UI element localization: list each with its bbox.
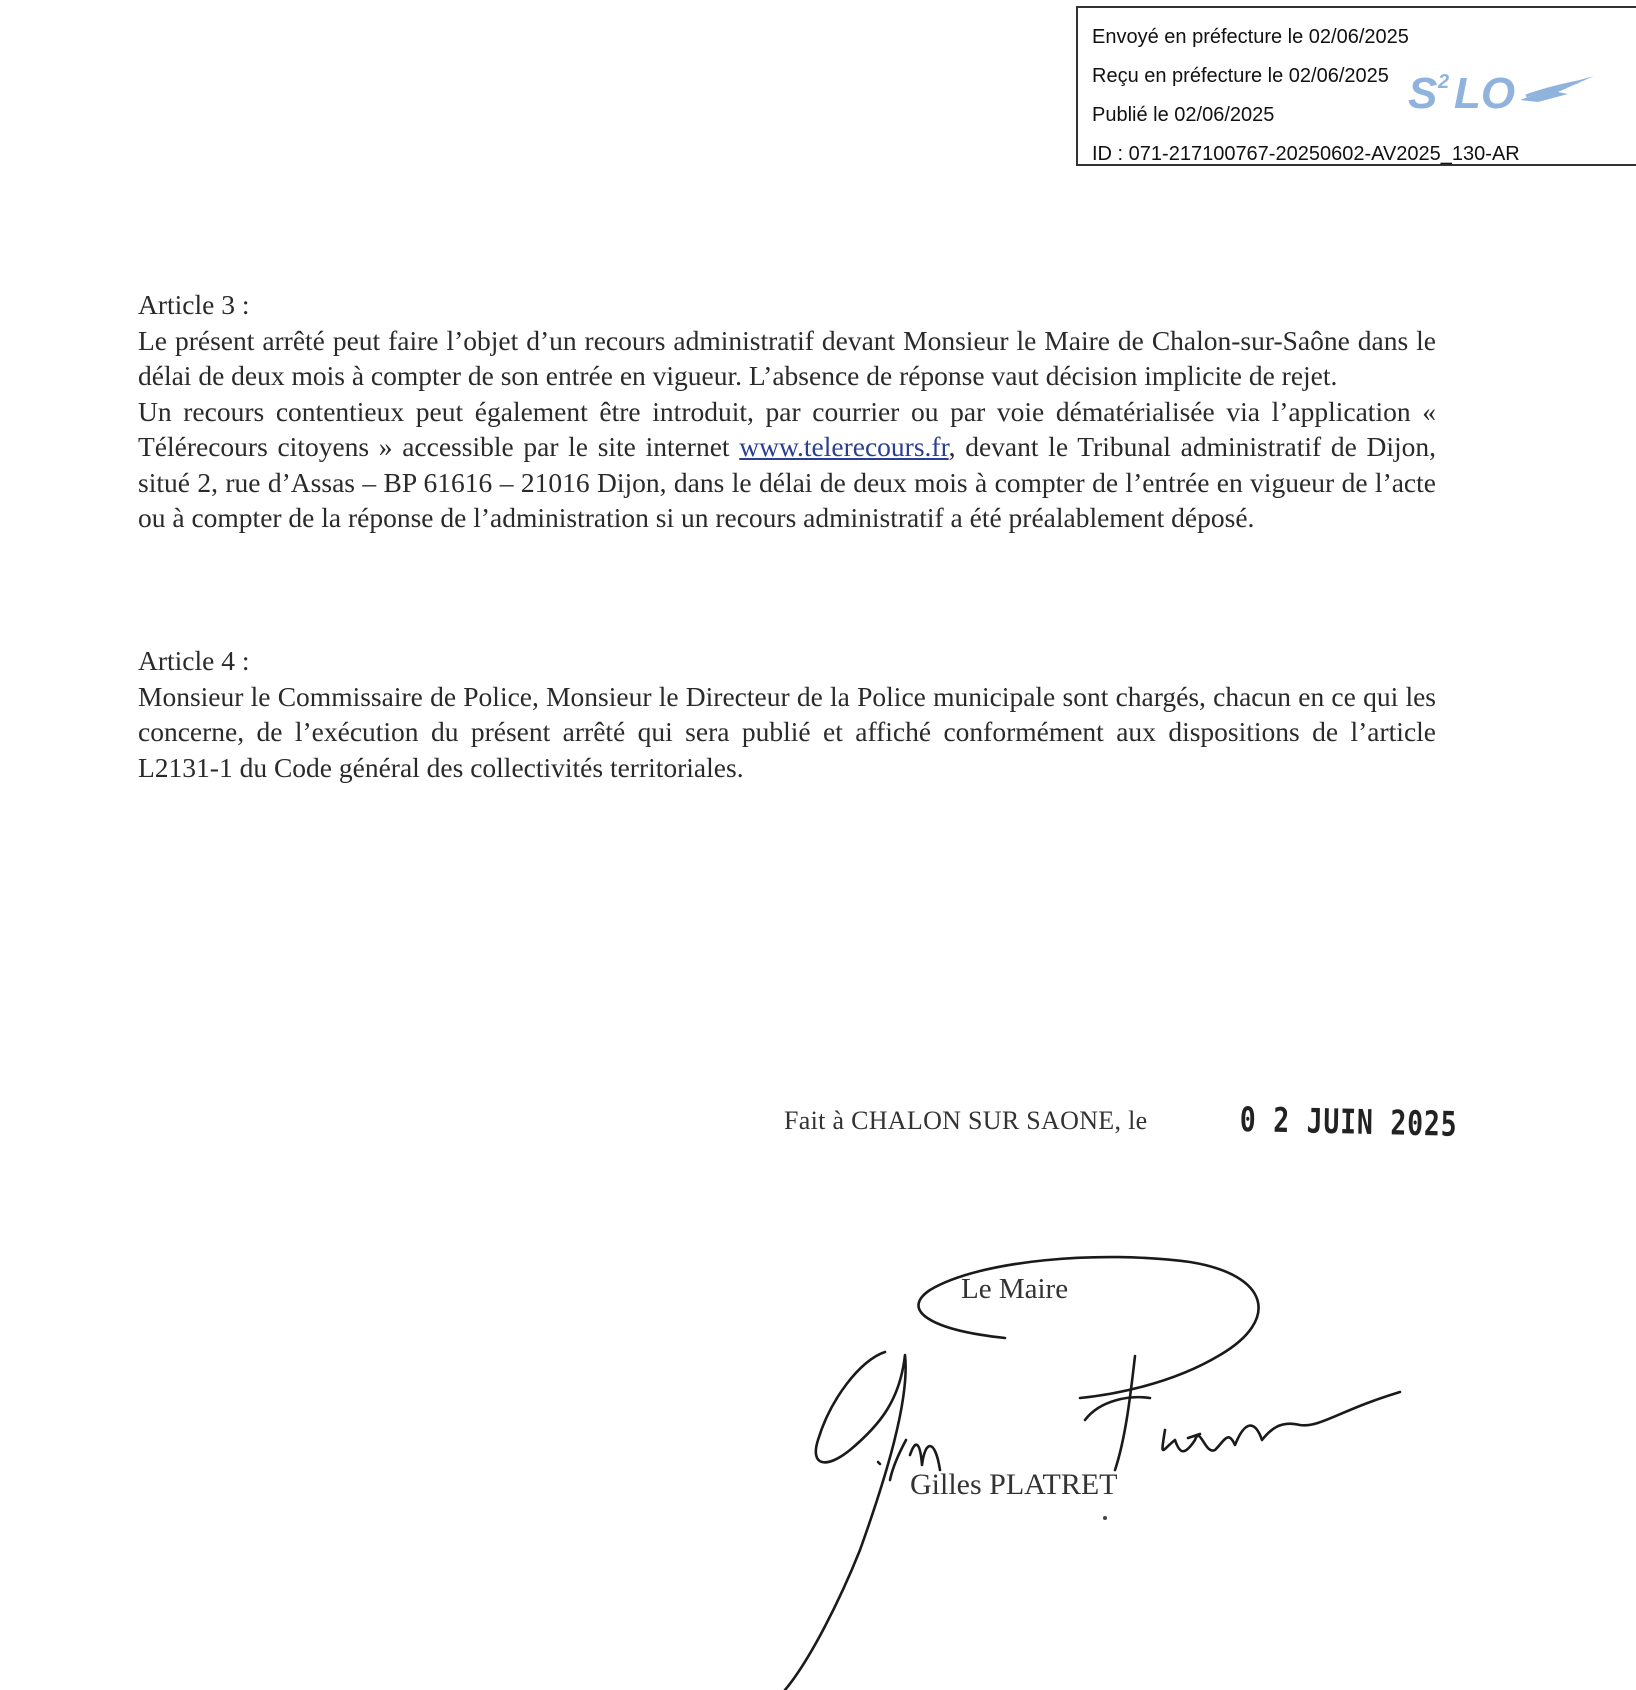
article-4-heading: Article 4 : <box>138 645 250 676</box>
stamp-sent-date: Envoyé en préfecture le 02/06/2025 <box>1092 26 1409 48</box>
svg-text:LO: LO <box>1454 69 1516 118</box>
article-3-paragraph-2-start: Un recours contentieux peut également être introduit, par courrier ou par voie dématérialisée via l’application « Télérecours citoyens » accessible par le site internet <box>138 395 1436 462</box>
svg-text:2: 2 <box>1438 71 1450 93</box>
article-4-paragraph: Monsieur le Commissaire de Police, Monsieur le Directeur de la Police municipale sont chargés, chacun en ce qui les concerne, de l’exécution du présent arrêté qui sera publié et affiché conformément aux dispositions de l’article L2131-1 du Code général des collectivités territoriales. <box>138 680 1436 783</box>
stamp-act-id: ID : 071-217100767-20250602-AV2025_130-AR <box>1092 143 1520 165</box>
telerecours-link[interactable]: www.telerecours.fr <box>739 431 949 462</box>
prefecture-stamp <box>1076 6 1636 166</box>
article-4 <box>138 643 1436 785</box>
svg-text:S: S <box>1408 69 1438 118</box>
article-3 <box>138 287 1436 536</box>
article-3-paragraph-2 <box>138 394 1436 536</box>
mayor-name: Gilles PLATRET <box>910 1468 1118 1501</box>
place-line: Fait à CHALON SUR SAONE, le <box>784 1106 1148 1135</box>
article-3-heading: Article 3 : <box>138 289 250 320</box>
article-3-paragraph-2-end: , devant le Tribunal administratif de Dijon, situé 2, rue d’Assas – BP 61616 – 21016 Dijon, dans le délai de deux mois à compter de l’entrée en vigueur de l’acte ou à compter de la réponse de l’administration si un recours administratif a été préalablement déposé. <box>138 431 1436 533</box>
mayor-title: Le Maire <box>961 1273 1069 1305</box>
stamp-published-date: Publié le 02/06/2025 <box>1092 104 1275 126</box>
article-3-paragraph-1: Le présent arrêté peut faire l’objet d’un recours administratif devant Monsieur le Maire de Chalon-sur-Saône dans le délai de deux mois à compter de son entrée en vigueur. L’absence de réponse vaut décision implicite de rejet. <box>138 324 1436 391</box>
stamp-received-date: Reçu en préfecture le 02/06/2025 <box>1092 65 1389 87</box>
s2low-logo-icon <box>1408 66 1598 126</box>
date-stamp: 0 2 JUIN 2025 <box>1239 1100 1458 1145</box>
